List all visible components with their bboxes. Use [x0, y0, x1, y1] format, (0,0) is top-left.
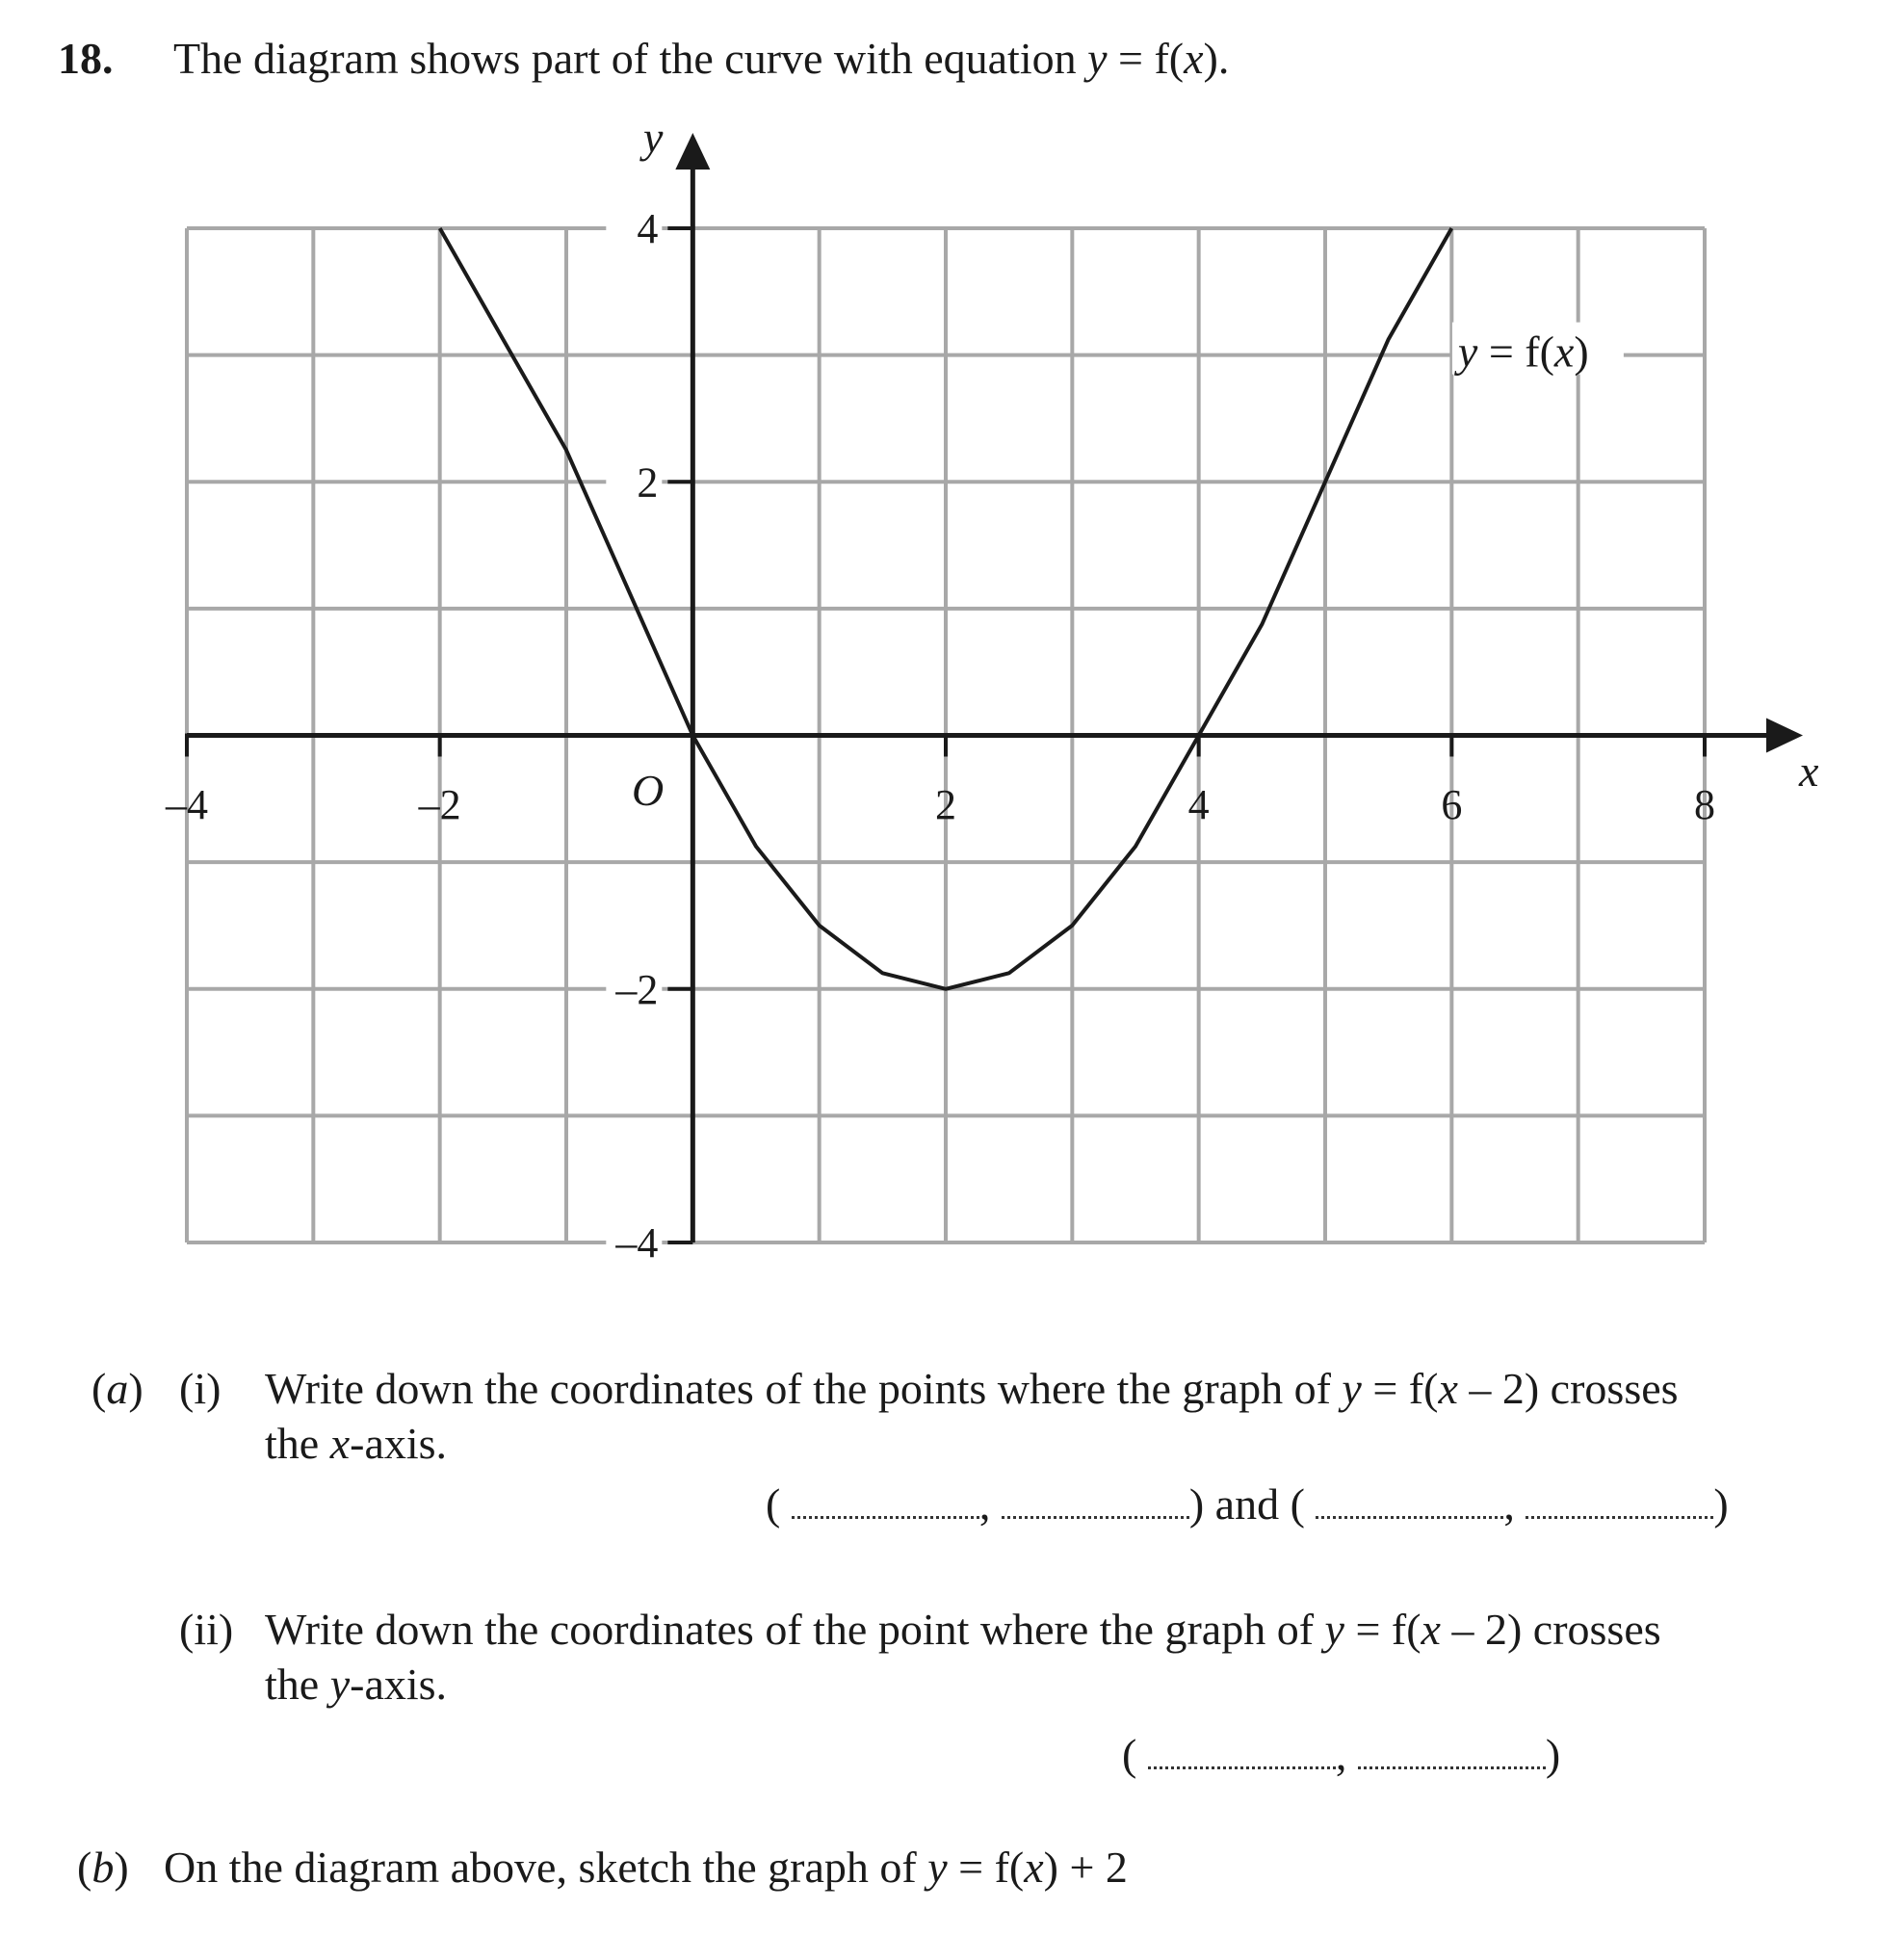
part-a-i-answer: [766, 1478, 1729, 1530]
y-tick-label: 4: [637, 205, 659, 252]
answer-blank-2[interactable]: [1002, 1497, 1189, 1519]
intro-prefix: The diagram shows part of the curve with equation: [173, 34, 1088, 83]
a-i-close: ): [1713, 1479, 1729, 1529]
a-i-y: y: [1342, 1364, 1362, 1413]
answer-blank-5[interactable]: [1148, 1747, 1336, 1769]
y-tick-label: –2: [615, 965, 659, 1013]
answer-blank-6[interactable]: [1358, 1747, 1546, 1769]
answer-blank-4[interactable]: [1526, 1497, 1713, 1519]
x-tick-label: –4: [166, 781, 208, 828]
part-a-ii-answer: [1122, 1729, 1560, 1780]
a-i-l2-prefix: the: [265, 1419, 330, 1468]
x-axis-label: x: [1799, 746, 1819, 796]
part-a-i-question-line2: [265, 1418, 447, 1469]
intro-mid: = f(: [1107, 34, 1185, 83]
a-ii-l2-suffix: -axis.: [350, 1660, 448, 1709]
a-ii-mid: = f(: [1343, 1605, 1421, 1654]
a-ii-l2-prefix: the: [265, 1660, 330, 1709]
a-ii-comma: ,: [1335, 1730, 1347, 1779]
part-a-ii-question-line1: [265, 1604, 1661, 1655]
curve-label-part: y: [1457, 327, 1478, 377]
intro-var-y: y: [1087, 34, 1108, 83]
curve-label-part: = f(: [1477, 327, 1554, 377]
a-ii-l2-y: y: [329, 1660, 351, 1709]
part-b-label: (b): [77, 1843, 129, 1892]
origin-label: O: [632, 766, 665, 815]
y-tick-label: 2: [637, 458, 659, 507]
x-tick-label: 2: [935, 781, 956, 828]
x-axis-arrow-icon: [1766, 719, 1803, 753]
b-suffix: ) + 2: [1043, 1843, 1128, 1892]
a-i-l2-x: x: [329, 1419, 351, 1468]
a-i-prefix: Write down the coordinates of the points where the graph of: [265, 1364, 1343, 1413]
answer-blank-1[interactable]: [792, 1497, 979, 1519]
a-ii-open: (: [1122, 1730, 1137, 1779]
curve-label-part: ): [1574, 327, 1589, 377]
a-i-comma-1: ,: [978, 1479, 991, 1529]
a-i-and: ) and (: [1188, 1479, 1305, 1529]
a-i-mid: = f(: [1361, 1364, 1439, 1413]
part-a-ii-question-line2: [265, 1659, 447, 1710]
a-i-comma-2: ,: [1503, 1479, 1515, 1529]
x-tick-label: 8: [1694, 781, 1715, 828]
part-b-letter: b: [91, 1843, 115, 1892]
question-number: 18.: [58, 34, 114, 83]
intro-suffix: ).: [1203, 34, 1230, 83]
b-mid: = f(: [947, 1843, 1025, 1892]
intro-var-x: x: [1184, 34, 1204, 83]
tick-labels: [165, 113, 1819, 1267]
a-i-suffix: – 2) crosses: [1457, 1364, 1679, 1413]
curve-label: [1454, 327, 1589, 377]
b-y: y: [927, 1843, 948, 1892]
axes: [187, 133, 1803, 1242]
a-i-x: x: [1438, 1364, 1458, 1413]
b-x: x: [1024, 1843, 1044, 1892]
a-ii-close: ): [1545, 1730, 1561, 1779]
part-a-i-question-line1: [265, 1363, 1679, 1414]
b-prefix: On the diagram above, sketch the graph of: [164, 1843, 928, 1892]
part-a-i-line1: [91, 1363, 143, 1414]
x-tick-label: 4: [1187, 781, 1210, 828]
part-a-i-label: (i): [179, 1364, 222, 1413]
part-b-question: [164, 1842, 1128, 1893]
a-ii-prefix: Write down the coordinates of the point where the graph of: [265, 1605, 1325, 1654]
y-axis-arrow-icon: [675, 133, 710, 170]
a-ii-y: y: [1324, 1605, 1344, 1654]
y-tick-label: –4: [615, 1219, 659, 1267]
x-tick-label: 6: [1441, 781, 1463, 828]
part-a-letter: a: [106, 1364, 129, 1413]
curve-label-part: x: [1553, 327, 1575, 377]
answer-blank-3[interactable]: [1316, 1497, 1503, 1519]
a-ii-suffix: – 2) crosses: [1440, 1605, 1661, 1654]
a-i-l2-suffix: -axis.: [350, 1419, 448, 1468]
a-ii-x: x: [1421, 1605, 1441, 1654]
a-i-open: (: [766, 1479, 781, 1529]
y-axis-label: y: [643, 113, 664, 162]
x-tick-label: –2: [418, 781, 461, 828]
part-a-label: (a): [91, 1364, 143, 1413]
part-a-ii-label: (ii): [179, 1605, 234, 1654]
